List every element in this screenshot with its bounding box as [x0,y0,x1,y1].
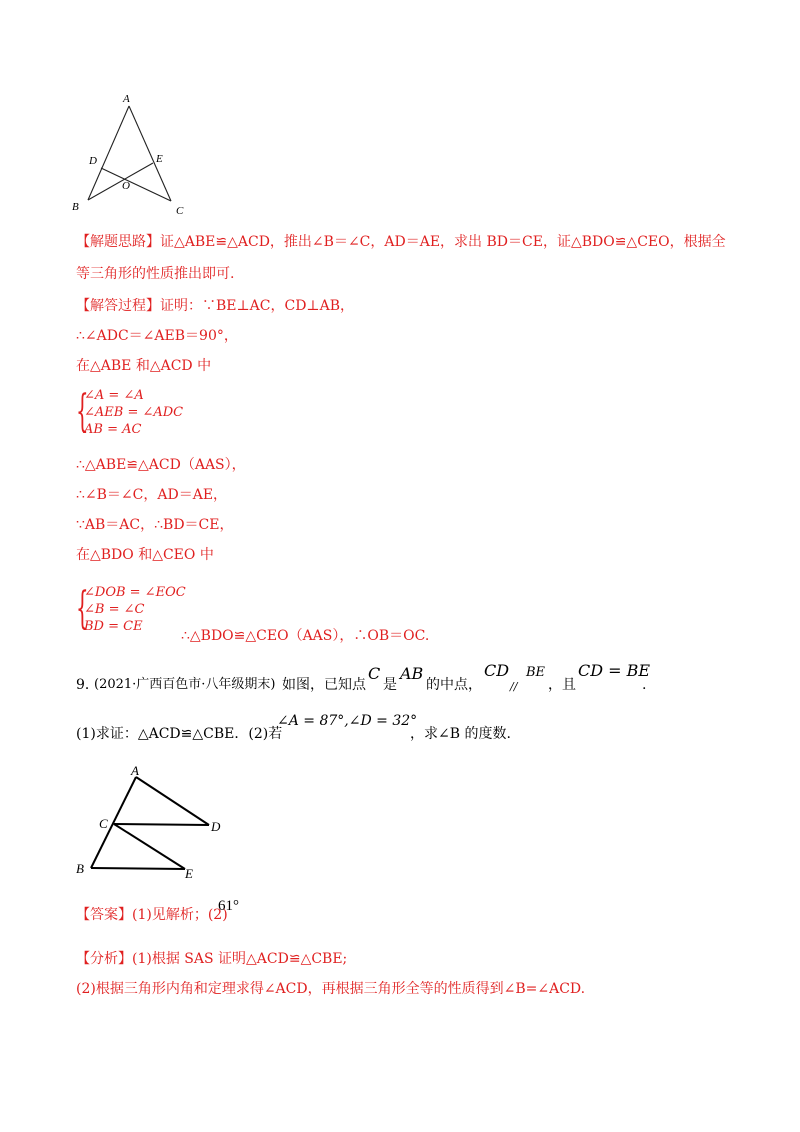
segment-be: BE [526,665,546,680]
answer-line [76,906,228,924]
brace-icon: { [76,583,89,634]
process-line-6: ∵AB＝AC，∴BD＝CE， [76,517,234,533]
process-text-1: 证明：∵BE⊥AC，CD⊥AB， [160,298,354,314]
idea-line-1 [76,233,726,251]
idea-tag: 【解题思路】 [76,234,160,250]
idea-text-1: 证△ABE≌△ACD，推出∠B＝∠C，AD＝AE，求出 BD＝CE，证△BDO≌△CEO，根据全 [160,234,726,250]
label-B: B [72,201,79,213]
answer-value: 61° [218,898,239,914]
segment-ab: AB [400,664,424,683]
parallel-symbol: // [510,680,518,693]
label-A: A [123,93,130,105]
problem9-q2: ，求∠B 的度数. [410,726,511,742]
answer-text: (1)见解析；(2) [132,907,228,923]
process-line-1 [76,297,354,315]
system1-line-1: ∠A = ∠A [84,388,144,403]
system2-line-1: ∠DOB = ∠EOC [84,585,186,600]
process-line-3: 在△ABE 和△ACD 中 [76,358,212,374]
label-D: D [211,819,221,834]
system2-line-2: ∠B = ∠C [84,602,145,617]
problem9-stem-a: 如图，已知点 [282,677,366,693]
system2-line-3: BD = CE [84,619,143,634]
brace-icon: { [76,386,89,437]
label-O: O [122,180,130,192]
problem9-source: (2021·广西百色市·八年级期末) [94,677,276,692]
condition-cd-be: CD = BE [578,661,651,680]
process-line-5: ∴∠B＝∠C，AD＝AE， [76,487,228,503]
problem9-q1: (1)求证：△ACD≌△CBE．(2)若 [76,726,283,742]
label-B: B [76,861,84,876]
point-c: C [368,664,381,683]
problem9-stem-c: 的中点， [426,677,482,693]
label-C: C [99,816,108,831]
process-line-2: ∴∠ADC＝∠AEB＝90°， [76,328,238,344]
segment-cd: CD [484,661,510,680]
process-tag: 【解答过程】 [76,298,160,314]
process-line-7: 在△BDO 和△CEO 中 [76,547,214,563]
label-E: E [156,153,163,165]
problem9-period: . [642,677,647,693]
equation-system-1 [76,387,236,439]
system1-line-3: AB = AC [84,422,142,437]
label-C: C [176,205,184,217]
problem9-stem-d: ，且 [548,677,576,693]
process-line-8: ∴△BDO≌△CEO（AAS），∴OB＝OC. [181,628,430,644]
label-A: A [131,765,139,778]
idea-line-2: 等三角形的性质推出即可. [76,266,235,282]
analysis-text-1: (1)根据 SAS 证明△ACD≌△CBE; [132,951,348,967]
problem9-stem-b: 是 [383,677,397,693]
system1-line-2: ∠AEB = ∠ADC [84,405,184,420]
analysis-tag: 【分析】 [76,951,132,967]
figure-triangle-abc [60,88,200,218]
label-D: D [89,155,97,167]
analysis-line-2: (2)根据三角形内角和定理求得∠ACD，再根据三角形全等的性质得到∠B=∠ACD. [76,981,586,997]
label-E: E [185,866,193,880]
problem9-number: 9． [76,677,99,693]
figure-triangles-acd-cbe [72,765,242,880]
analysis-line-1 [76,950,347,968]
answer-tag: 【答案】 [76,907,132,923]
given-angles: ∠A = 87°,∠D = 32° [277,713,418,729]
process-line-4: ∴△ABE≌△ACD（AAS）， [76,457,246,473]
